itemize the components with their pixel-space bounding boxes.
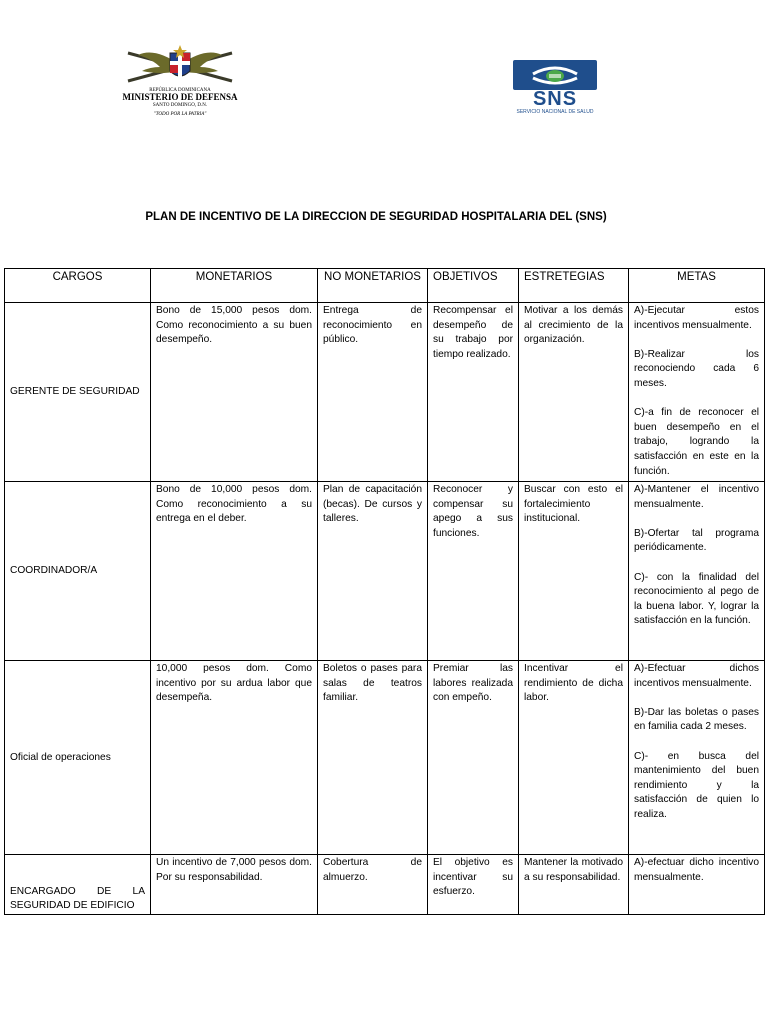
header-no-monetarios: NO MONETARIOS xyxy=(318,269,428,303)
monetarios-cell: Bono de 15,000 pesos dom. Como reconocimiento a su buen desempeño. xyxy=(151,303,318,482)
sns-full-name: SERVICIO NACIONAL DE SALUD xyxy=(516,109,594,115)
no-monetarios-cell: Entrega de reconocimiento en público. xyxy=(318,303,428,482)
cargo-cell: COORDINADOR/A xyxy=(5,482,151,661)
metas-cell xyxy=(629,855,765,915)
meta-item: C)- con la finalidad del reconocimiento al pego de la buena labor. Y, lograr la satisfacción en la función. xyxy=(634,571,759,627)
meta-item: B)-Realizar los reconociendo cada 6 meses. xyxy=(634,348,759,389)
metas-cell xyxy=(629,303,765,482)
objetivos-cell: Reconocer y compensar su apego a sus funciones. xyxy=(428,482,519,661)
monetarios-cell: Un incentivo de 7,000 pesos dom. Por su responsabilidad. xyxy=(151,855,318,915)
metas-cell xyxy=(629,661,765,855)
table-header-row xyxy=(5,269,765,303)
meta-item: A)-Ejecutar estos incentivos mensualmente. xyxy=(634,305,759,331)
metas-cell xyxy=(629,482,765,661)
meta-item: C)- en busca del mantenimiento del buen rendimiento y la satisfacción de quien lo realiza. xyxy=(634,750,759,820)
header-monetarios: MONETARIOS xyxy=(151,269,318,303)
ministry-motto: "TODO POR LA PATRIA" xyxy=(153,111,207,117)
table-row xyxy=(5,855,765,915)
cargo-cell: ENCARGADO DE LA SEGURIDAD DE EDIFICIO xyxy=(5,855,151,915)
meta-item: A)-Mantener el incentivo mensualmente. xyxy=(634,484,759,510)
sns-emblem-icon xyxy=(513,60,597,90)
no-monetarios-cell: Boletos o pases para salas de teatros familiar. xyxy=(318,661,428,855)
meta-item: A)-Efectuar dichos incentivos mensualmente. xyxy=(634,663,759,689)
monetarios-cell: 10,000 pesos dom. Como incentivo por su ardua labor que desempeña. xyxy=(151,661,318,855)
sns-logo xyxy=(510,60,600,120)
coat-of-arms-emblem-icon xyxy=(120,45,240,87)
ministry-country: REPÚBLICA DOMINICANA xyxy=(149,88,211,93)
estrategias-cell: Motivar a los demás al crecimiento de la organización. xyxy=(519,303,629,482)
monetarios-cell: Bono de 10,000 pesos dom. Como reconocimiento a su entrega en el deber. xyxy=(151,482,318,661)
meta-item: B)-Ofertar tal programa periódicamente. xyxy=(634,527,759,554)
objetivos-cell: Recompensar el desempeño de su trabajo por tiempo realizado. xyxy=(428,303,519,482)
document-title: PLAN DE INCENTIVO DE LA DIRECCION DE SEGURIDAD HOSPITALARIA DEL (SNS) xyxy=(145,211,607,223)
sns-acronym: SNS xyxy=(532,88,578,110)
header-objetivos: OBJETIVOS xyxy=(428,269,519,303)
cargo-cell: GERENTE DE SEGURIDAD xyxy=(5,303,151,482)
estrategias-cell: Buscar con esto el fortalecimiento institucional. xyxy=(519,482,629,661)
estrategias-cell: Incentivar el rendimiento de dicha labor. xyxy=(519,661,629,855)
table-row xyxy=(5,482,765,661)
meta-item: B)-Dar las boletas o pases en familia cada 2 meses. xyxy=(634,706,759,733)
header-metas: METAS xyxy=(629,269,765,303)
estrategias-cell: Mantener la motivado a su responsabilidad. xyxy=(519,855,629,915)
meta-item: A)-efectuar dicho incentivo mensualmente. xyxy=(634,857,759,883)
header-estrategias: ESTRETEGIAS xyxy=(519,269,629,303)
cargo-cell: Oficial de operaciones xyxy=(5,661,151,855)
no-monetarios-cell: Plan de capacitación (becas). De cursos y talleres. xyxy=(318,482,428,661)
table-row xyxy=(5,303,765,482)
table-row xyxy=(5,661,765,855)
ministry-city: SANTO DOMINGO, D.N. xyxy=(152,102,208,108)
incentive-plan-table xyxy=(4,268,765,915)
objetivos-cell: El objetivo es incentivar su esfuerzo. xyxy=(428,855,519,915)
objetivos-cell: Premiar las labores realizada con empeño. xyxy=(428,661,519,855)
header-cargos: CARGOS xyxy=(5,269,151,303)
ministerio-defensa-logo xyxy=(110,45,250,135)
ministry-name: MINISTERIO DE DEFENSA xyxy=(122,92,238,103)
no-monetarios-cell: Cobertura de almuerzo. xyxy=(318,855,428,915)
meta-item: C)-a fin de reconocer el buen desempeño en el trabajo, logrando la satisfacción en este en la función. xyxy=(634,407,759,477)
